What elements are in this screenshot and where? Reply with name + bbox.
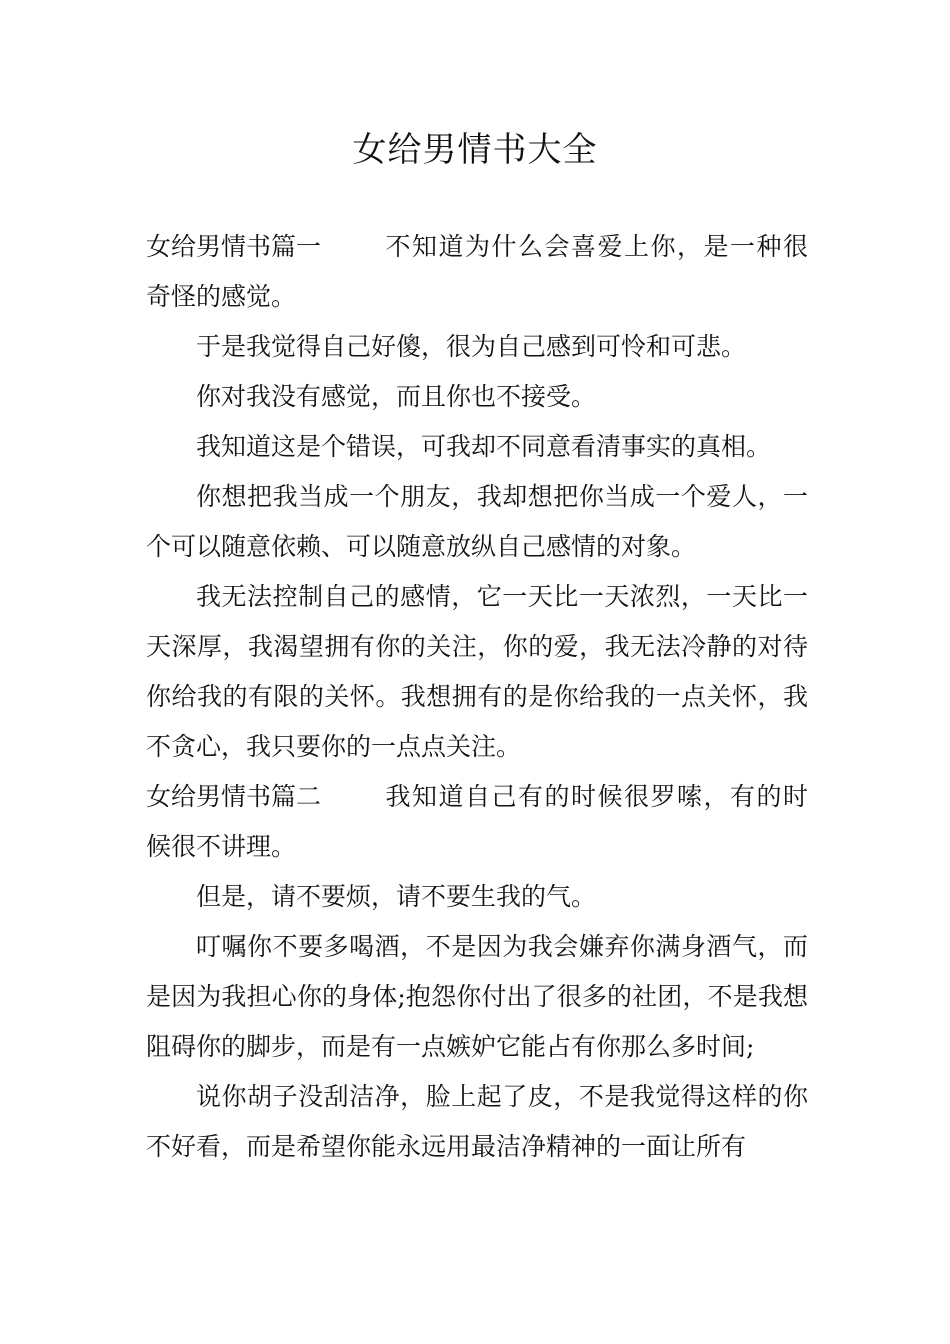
- section-2-lead: 我知道自己有的时候很罗嗦，有的时候很不讲理。: [146, 782, 808, 861]
- section-1-intro: [146, 222, 808, 322]
- document-title: 女给男情书大全: [352, 130, 598, 170]
- section-2-intro: [146, 772, 808, 872]
- section-1-paragraph: 你想把我当成一个朋友，我却想把你当成一个爱人，一个可以随意依赖、可以随意放纵自己感情的对象。: [146, 482, 808, 561]
- document-body: [146, 222, 808, 1172]
- section-1-lead: 不知道为什么会喜爱上你，是一种很奇怪的感觉。: [146, 232, 808, 311]
- section-2-paragraph: 说你胡子没刮洁净，脸上起了皮，不是我觉得这样的你不好看，而是希望你能永远用最洁净精神的一面让所有: [146, 1082, 808, 1161]
- section-1-paragraph: 我无法控制自己的感情，它一天比一天浓烈，一天比一天深厚，我渴望拥有你的关注，你的爱，我无法冷静的对待你给我的有限的关怀。我想拥有的是你给我的一点关怀，我不贪心，我只要你的一点点关注。: [146, 582, 808, 761]
- section-1-paragraph: 于是我觉得自己好傻，很为自己感到可怜和可悲。: [196, 332, 747, 361]
- section-2-paragraph: 但是，请不要烦，请不要生我的气。: [196, 882, 597, 911]
- section-1-paragraph: 你对我没有感觉，而且你也不接受。: [196, 382, 597, 411]
- section-2-paragraph: 叮嘱你不要多喝酒，不是因为我会嫌弃你满身酒气，而是因为我担心你的身体;抱怨你付出了很多的社团，不是我想阻碍你的脚步，而是有一点嫉妒它能占有你那么多时间;: [146, 932, 808, 1061]
- section-1-paragraph: 我知道这是个错误，可我却不同意看清事实的真相。: [196, 432, 772, 461]
- section-1-label: 女给男情书篇一: [146, 232, 322, 261]
- section-2-label: 女给男情书篇二: [146, 782, 322, 811]
